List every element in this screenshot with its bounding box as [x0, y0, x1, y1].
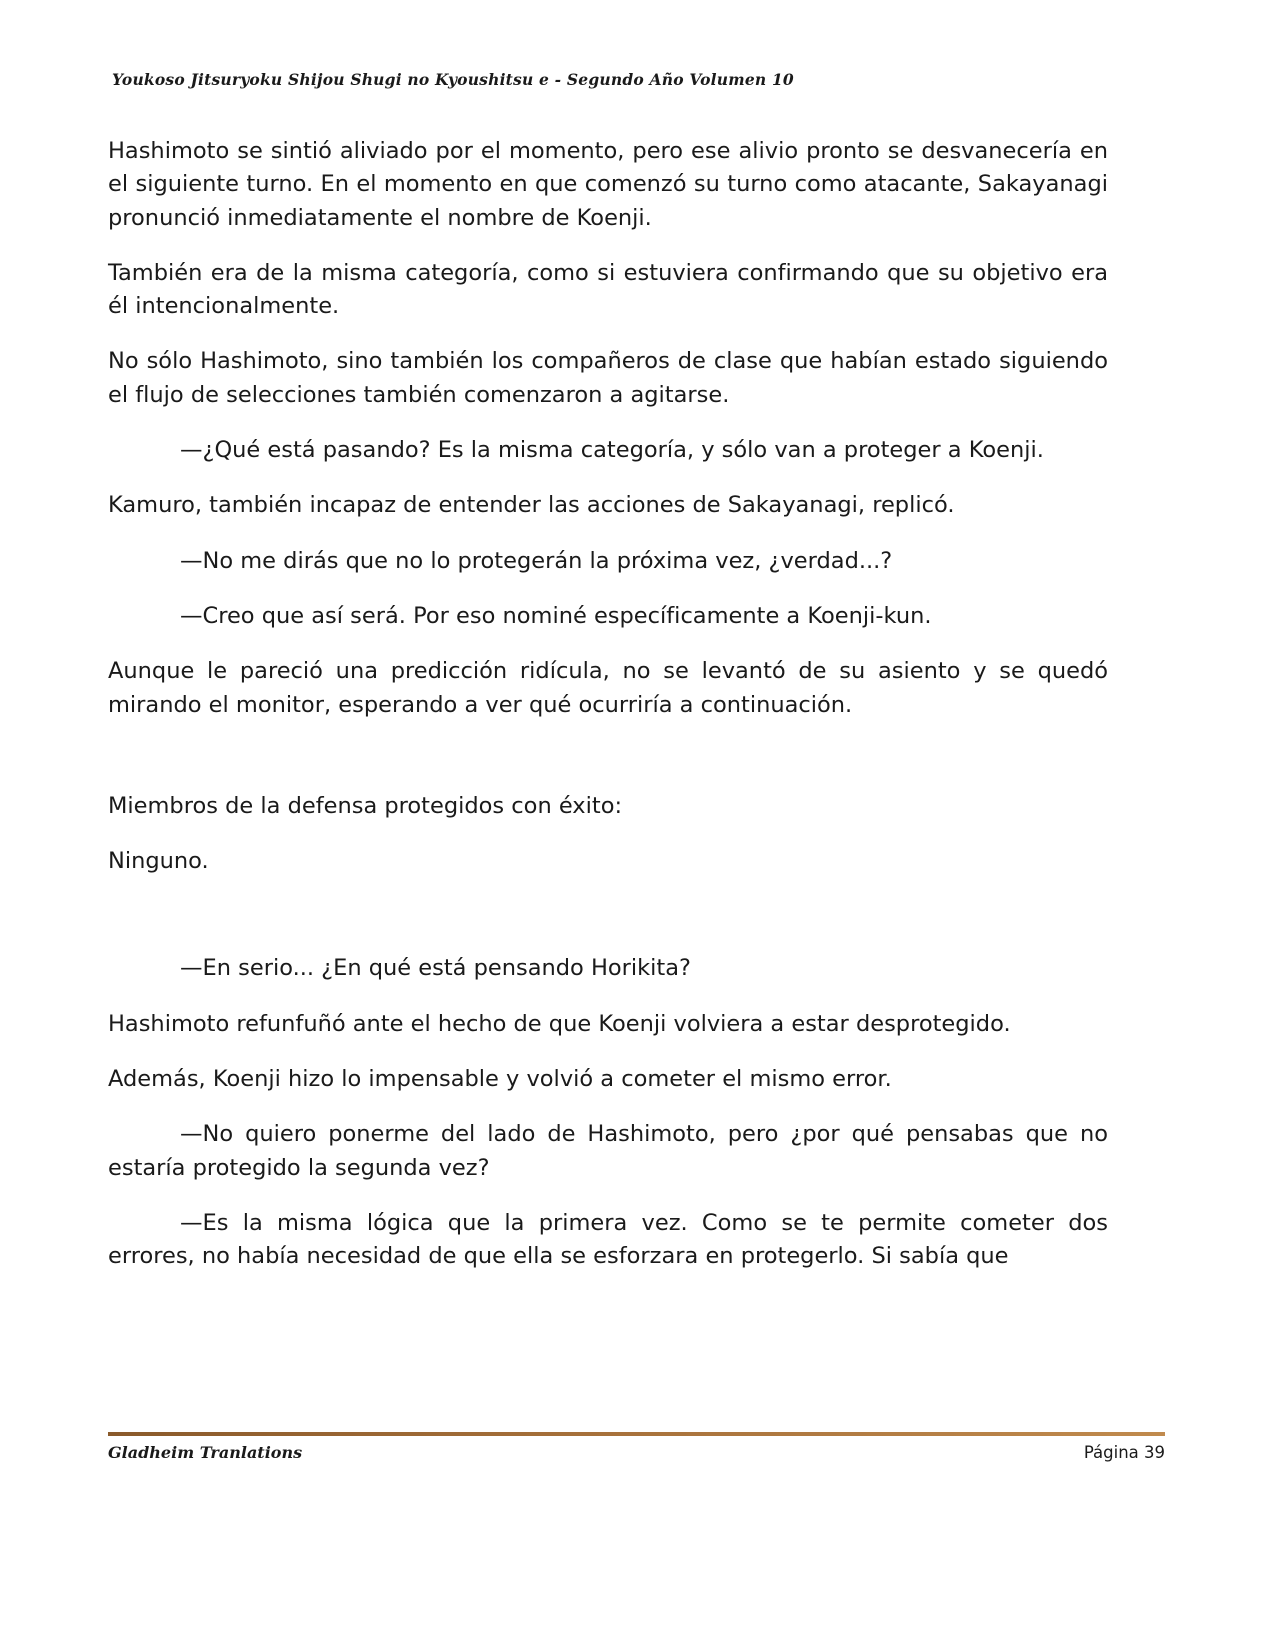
paragraph-dialogue: —Es la misma lógica que la primera vez. Como se te permite cometer dos errores, no había necesidad de que ella se esforzara en protegerlo. Si sabía que: [108, 1209, 1108, 1270]
paragraph: También era de la misma categoría, como si estuviera confirmando que su objetivo era él intencionalmente.: [108, 259, 1108, 320]
paragraph: Aunque le pareció una predicción ridícula, no se levantó de su asiento y se quedó mirando el monitor, esperando a ver qué ocurriría a continuación.: [108, 658, 1108, 718]
section-spacer: [108, 744, 1108, 790]
result-label: Miembros de la defensa protegidos con éxito:: [108, 792, 623, 819]
paragraph: Hashimoto se sintió aliviado por el momento, pero ese alivio pronto se desvanecería en el siguiente turno. En el momento en que comenzó su turno como atacante, Sakayanagi pronunció inmediatamente el nombre de Koenji.: [108, 138, 1108, 231]
page-footer: [108, 1443, 1165, 1462]
paragraph: Kamuro, también incapaz de entender las acciones de Sakayanagi, replicó.: [108, 492, 955, 519]
page-number: Página 39: [1083, 1443, 1165, 1462]
paragraph-dialogue: —Creo que así será. Por eso nominé específicamente a Koenji-kun.: [180, 602, 932, 629]
page-header: Youkoso Jitsuryoku Shijou Shugi no Kyoushitsu e - Segundo Año Volumen 10: [112, 70, 794, 89]
paragraph-dialogue: —No me dirás que no lo protegerán la próxima vez, ¿verdad...?: [180, 547, 893, 574]
paragraph-dialogue: —No quiero ponerme del lado de Hashimoto, pero ¿por qué pensabas que no estaría protegido la segunda vez?: [108, 1121, 1108, 1181]
page-body: [108, 135, 1108, 1296]
paragraph: Además, Koenji hizo lo impensable y volvió a cometer el mismo error.: [108, 1066, 892, 1093]
section-spacer: [108, 900, 1108, 952]
paragraph-dialogue: —En serio... ¿En qué está pensando Horikita?: [180, 955, 691, 982]
translator-credit: Gladheim Tranlations: [108, 1443, 303, 1462]
paragraph: No sólo Hashimoto, sino también los compañeros de clase que habían estado siguiendo el flujo de selecciones también comenzaron a agitarse.: [108, 348, 1108, 408]
result-value: Ninguno.: [108, 848, 209, 875]
paragraph-dialogue: —¿Qué está pasando? Es la misma categoría, y sólo van a proteger a Koenji.: [180, 437, 1044, 464]
paragraph: Hashimoto refunfuñó ante el hecho de que Koenji volviera a estar desprotegido.: [108, 1010, 1011, 1037]
footer-divider: [108, 1432, 1165, 1436]
